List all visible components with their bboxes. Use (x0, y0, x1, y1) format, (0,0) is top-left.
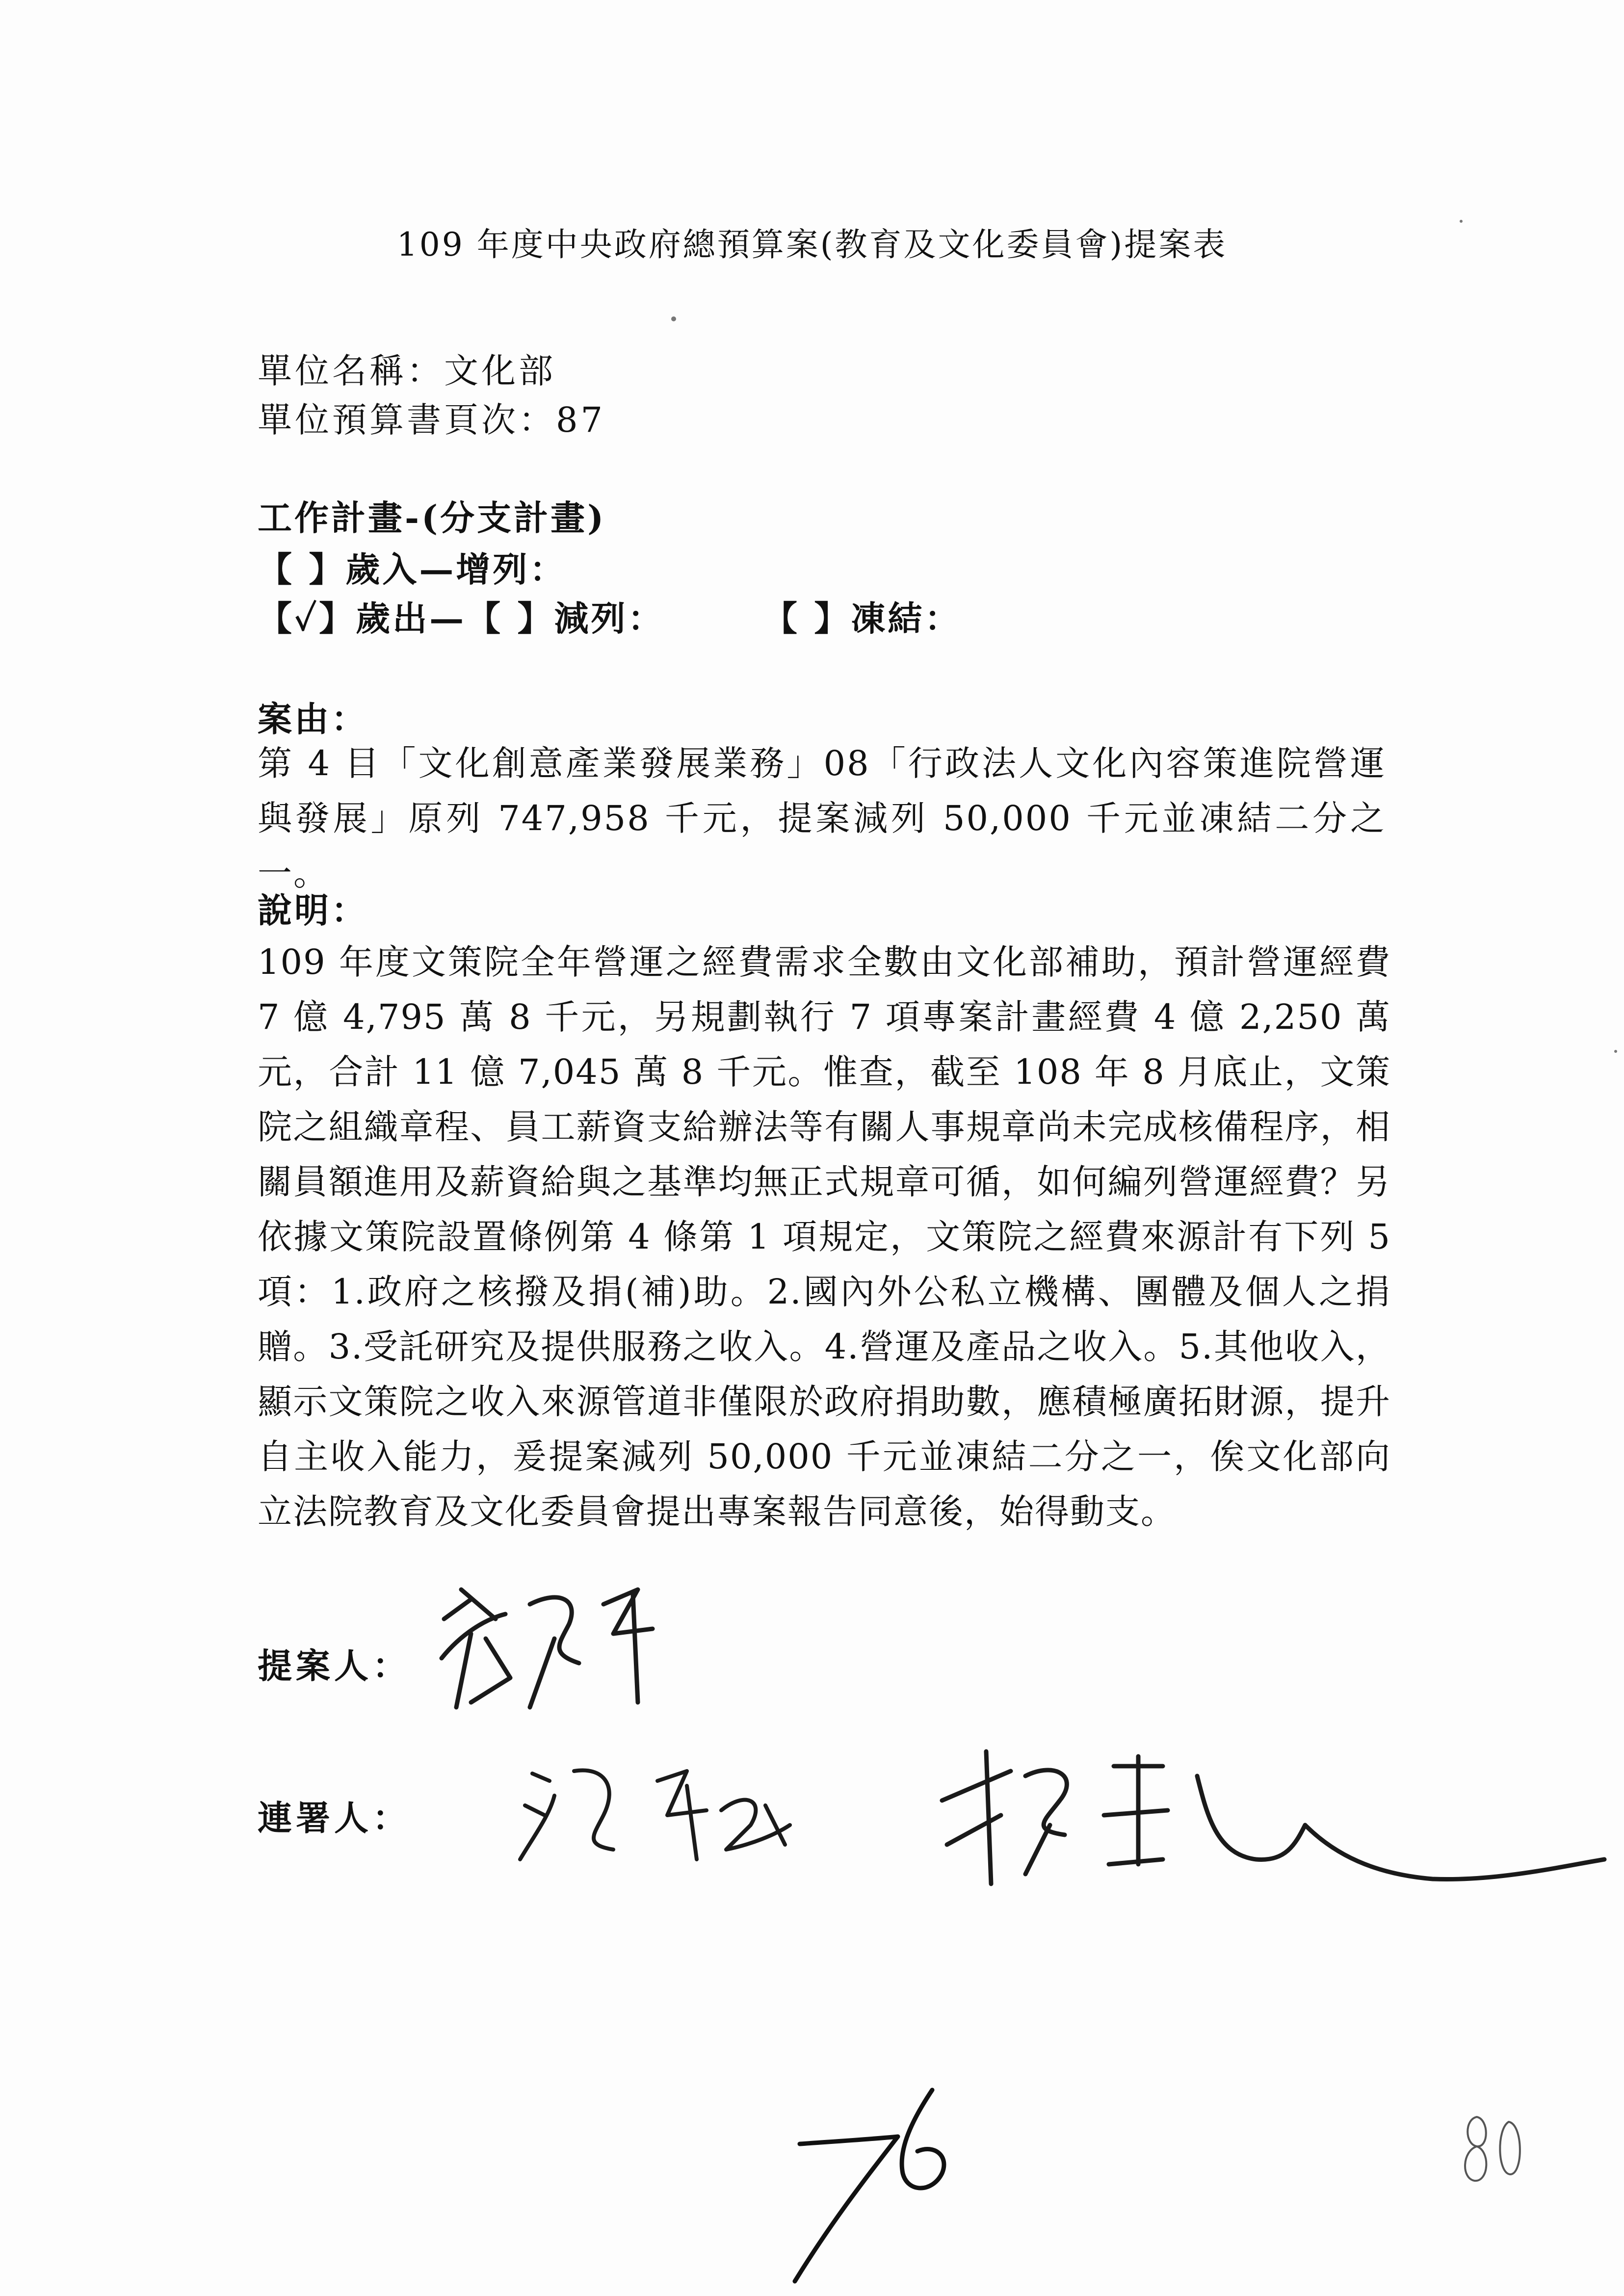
budget-page-number: 單位預算書頁次：87 (258, 400, 606, 440)
revenue-increase-line: 【 】歲入—增列： (258, 549, 567, 590)
work-plan-heading: 工作計畫-(分支計畫) (258, 497, 606, 538)
reason-text: 第 4 目「文化創意產業發展業務」08「行政法人文化內容策進院營運與發展」原列 747,958 千元，提案減列 50,000 千元並凍結二分之一。 (258, 743, 1386, 893)
reason-heading: 案由： (258, 699, 368, 739)
handwritten-page-number (795, 2090, 944, 2281)
cosigner-signature-2 (942, 1751, 1604, 1884)
proposer-label: 提案人： (258, 1645, 411, 1686)
expenditure-decrease-line: 【✓】歲出—【 】減列： (258, 598, 665, 639)
cosigner-signature-1 (520, 1770, 790, 1859)
scan-speck (1614, 1050, 1617, 1053)
handwritten-corner-mark (1465, 2117, 1520, 2181)
explanation-heading: 說明： (258, 890, 368, 931)
explanation-text: 109 年度文策院全年營運之經費需求全數由文化部補助，預計營運經費 7 億 4,795 萬 8 千元，另規劃執行 7 項專案計畫經費 4 億 2,250 萬元，合計 11 億 7,045 萬 8 千元。惟查，截至 108 年 8 月底止，文策院之組織章程、員工薪資支給辦法等有關人事規章尚未完成核備程序，相關員額進用及薪資給與之基準均無正式規章可循，如何編列營運經費？另依據文策院設置條例第 4 條第 1 項規定，文策院之經費來源計有下列 5 項：1.政府之核撥及捐(補)助。2.國內外公私立機構、團體及個人之捐贈。3.受託研究及提供服務之收入。4.營運及產品之收入。5.其他收入，顯示文策院之收入來源管道非僅限於政府捐助數，應積極廣拓財源，提升自主收入能力，爰提案減列 50,000 千元並凍結二分之一，俟文化部向立法院教育及文化委員會提出專案報告同意後，始得動支。 (258, 942, 1391, 1532)
document-title: 109 年度中央政府總預算案(教育及文化委員會)提案表 (396, 226, 1228, 263)
freeze-line: 【 】凍結： (763, 598, 962, 639)
cosigner-label: 連署人： (258, 1798, 411, 1838)
scan-speck (1460, 220, 1463, 223)
proposer-signature (442, 1590, 653, 1707)
unit-name: 單位名稱：文化部 (258, 351, 556, 391)
scan-speck (671, 316, 676, 321)
